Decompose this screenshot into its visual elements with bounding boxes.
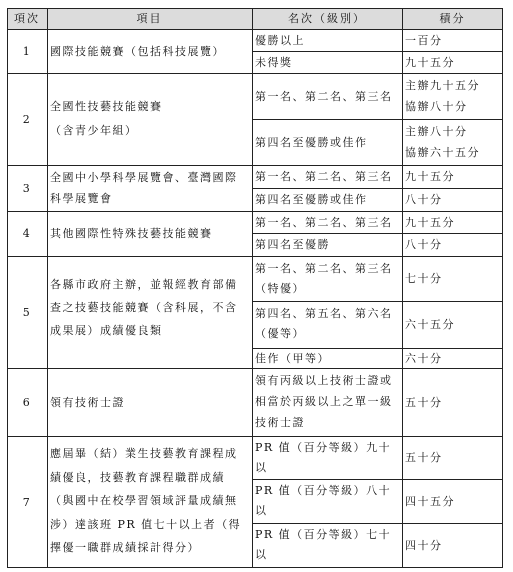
points-line: 主辦八十分: [405, 125, 468, 138]
points-cell: 五十分: [405, 451, 443, 464]
row-no: 2: [22, 112, 32, 126]
item-line: 應屆畢（結）業生技藝教育課程成: [50, 447, 238, 460]
row-divider: [7, 368, 503, 369]
row-divider: [7, 165, 503, 166]
points-cell: [402, 119, 503, 165]
points-cell: 四十五分: [405, 494, 455, 508]
item-line: 查之技藝技能競賽（含科展，不含: [50, 301, 238, 314]
rank-cell: [252, 436, 402, 479]
score-table: [7, 8, 503, 568]
rank-cell: 第一名、第二名、第三名: [255, 89, 393, 103]
points-line: 協辦八十分: [405, 100, 468, 113]
row-no: 6: [22, 395, 32, 409]
sub-divider: [252, 119, 503, 120]
rank-cell: [252, 523, 402, 568]
rank-cell: [252, 368, 402, 436]
rank-line: 技術士證: [255, 416, 305, 429]
row-divider: [7, 436, 503, 437]
row-no: 1: [22, 44, 32, 58]
item-line: 擇優一職群成績採計得分）: [50, 541, 200, 554]
points-cell: 八十分: [405, 193, 443, 206]
header-item: 項目: [47, 8, 252, 29]
rank-line: （優等）: [255, 327, 305, 340]
rank-cell: [252, 301, 402, 348]
points-line: 主辦九十五分: [405, 79, 480, 92]
rank-line: PR 值（百分等級）九十以: [255, 441, 392, 474]
rank-line: 第四名、第五名、第六名: [255, 307, 393, 320]
rank-line: PR 值（百分等級）七十以: [255, 528, 392, 561]
header-points: 積分: [402, 8, 503, 29]
points-cell: 七十分: [405, 272, 443, 285]
row-no: 3: [22, 181, 32, 195]
row-no: 4: [22, 227, 32, 240]
rank-cell: 未得獎: [255, 55, 293, 69]
row-item: [47, 73, 252, 165]
rank-line: 相當於丙級以上之單一級: [255, 395, 393, 408]
rank-cell: [252, 256, 402, 301]
row-no: 7: [22, 495, 32, 509]
sub-divider: [252, 479, 503, 480]
row-divider: [7, 256, 503, 257]
points-cell: 九十五分: [405, 55, 455, 69]
header-no: 項次: [7, 8, 47, 29]
row-divider: [7, 73, 503, 74]
border-bottom: [7, 567, 503, 568]
border-left: [7, 8, 8, 568]
points-cell: 一百分: [405, 33, 443, 47]
item-line: 全國中小學科學展覽會、臺灣國際: [50, 171, 238, 184]
header-rank: 名次（級別）: [252, 8, 402, 29]
rank-line: 第一名、第二名、第三名: [255, 262, 393, 275]
points-cell: 九十五分: [405, 170, 455, 183]
points-line: 協辦六十五分: [405, 146, 480, 159]
points-cell: 六十五分: [405, 318, 455, 331]
rank-cell: 第四名至優勝或佳作: [255, 135, 368, 149]
row-divider: [7, 29, 503, 30]
points-cell: 四十分: [405, 539, 443, 552]
item-line: 績優良，技藝教育課程職群成績: [50, 470, 225, 484]
item-line: 全國性技藝技能競賽: [50, 100, 163, 113]
item-line: （與國中在校學習領域評量成績無: [50, 494, 238, 507]
rank-cell: 第四名至優勝: [255, 238, 330, 251]
item-line: 各縣市政府主辦，並報經教育部備: [50, 278, 238, 291]
row-item: [47, 165, 252, 211]
row-item: 領有技術士證: [50, 395, 125, 409]
rank-cell: 優勝以上: [255, 33, 305, 47]
rank-cell: [252, 479, 402, 523]
col-divider: [252, 8, 253, 568]
rank-line: 領有丙級以上技術士證或: [255, 374, 393, 387]
item-line: （含青少年組）: [50, 124, 138, 137]
rank-cell: 佳作（甲等）: [255, 351, 330, 365]
border-top: [7, 8, 503, 9]
points-cell: 五十分: [405, 395, 443, 409]
border-right: [502, 8, 503, 568]
item-line: 涉）達該班 PR 值七十以上者（得: [50, 517, 242, 531]
sub-divider: [252, 301, 503, 302]
points-cell: 九十五分: [405, 215, 455, 229]
sub-divider: [252, 188, 503, 189]
sub-divider: [252, 51, 503, 52]
sub-divider: [252, 233, 503, 234]
row-divider: [7, 211, 503, 212]
row-no: 5: [22, 305, 32, 319]
rank-line: PR 值（百分等級）八十以: [255, 484, 392, 517]
row-item: [47, 256, 252, 368]
col-divider: [402, 8, 403, 568]
points-cell: [402, 73, 503, 119]
points-cell: 八十分: [405, 238, 443, 251]
rank-line: （特優）: [255, 282, 305, 295]
row-item: [47, 436, 252, 568]
row-item: 其他國際性特殊技藝技能競賽: [50, 227, 213, 240]
rank-cell: 第一名、第二名、第三名: [255, 170, 393, 183]
rank-cell: 第一名、第二名、第三名: [255, 215, 393, 229]
item-line: 成果展）成績優良類: [50, 324, 163, 337]
sub-divider: [252, 348, 503, 349]
rank-cell: 第四名至優勝或佳作: [255, 193, 368, 206]
sub-divider: [252, 523, 503, 524]
row-item: 國際技能競賽（包括科技展覽）: [50, 44, 225, 58]
points-cell: 六十分: [405, 351, 443, 365]
col-divider: [47, 8, 48, 568]
item-line: 科學展覽會: [50, 192, 113, 205]
